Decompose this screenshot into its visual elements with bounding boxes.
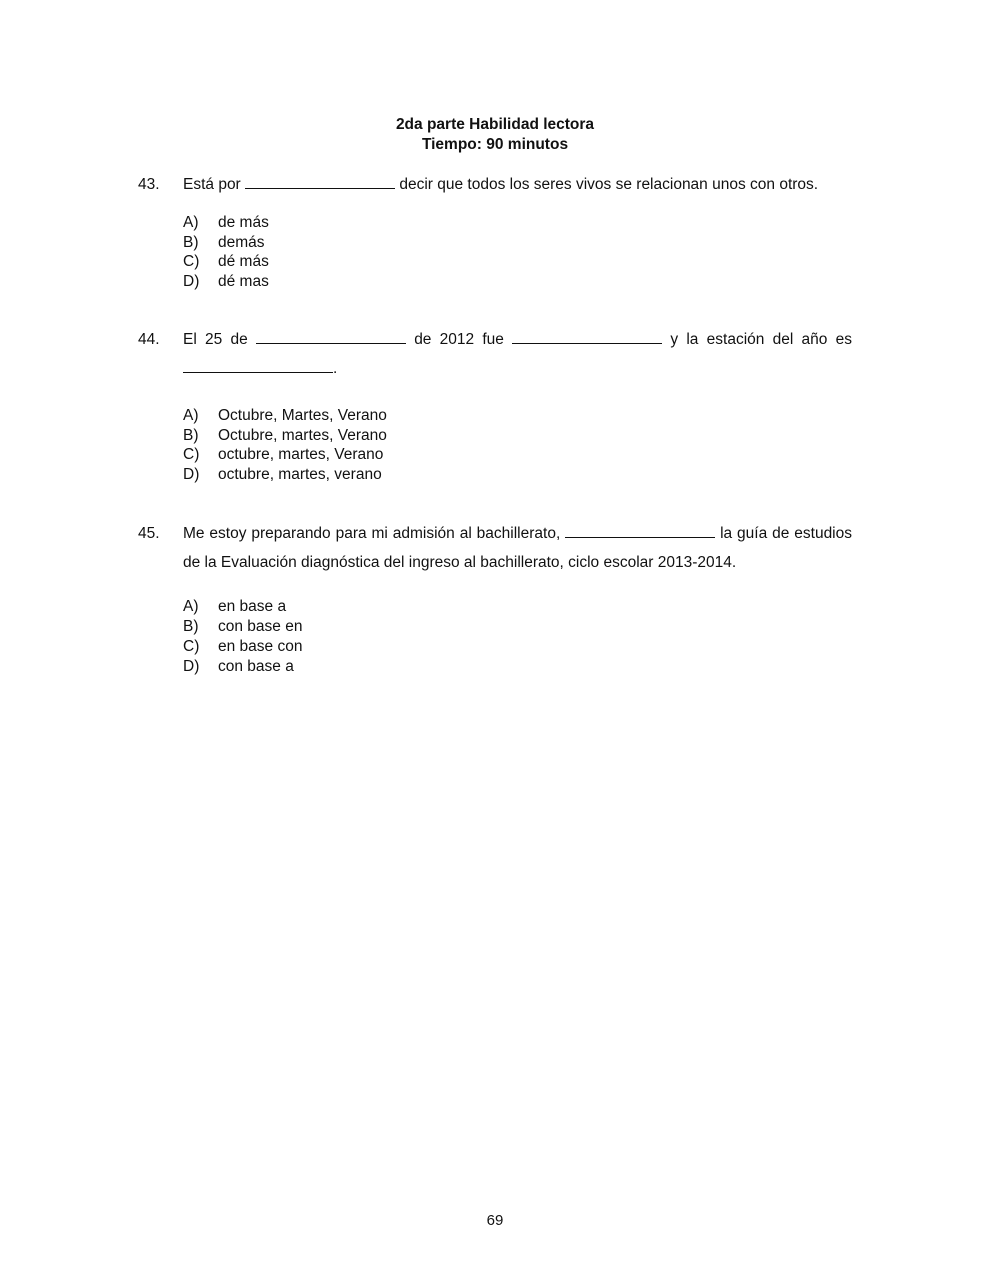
option-d: D) con base a — [183, 658, 294, 675]
option-c: C) dé más — [183, 253, 269, 270]
section-header — [0, 115, 990, 155]
option-d: D) dé mas — [183, 272, 269, 290]
question-44 — [138, 325, 852, 484]
option-d: D) octubre, martes, verano — [183, 465, 382, 483]
answer-blank — [256, 329, 406, 344]
question-number: 45. — [138, 525, 160, 542]
question-text: El 25 de de 2012 fue y la estación del año es . — [183, 331, 852, 377]
answer-blank — [183, 358, 333, 373]
question-number: 44. — [138, 331, 160, 348]
option-b: B) con base en — [183, 618, 303, 635]
option-c: C) en base con — [183, 638, 303, 655]
answer-options — [183, 213, 852, 291]
option-a: A) en base a — [183, 598, 287, 615]
answer-blank — [512, 329, 662, 344]
option-b: B) demás — [183, 233, 265, 251]
question-text: Está por decir que todos los seres vivos se relacionan unos con otros. — [183, 176, 819, 193]
question-45 — [138, 519, 852, 677]
question-number: 43. — [138, 176, 160, 193]
answer-options — [183, 597, 852, 677]
answer-blank — [565, 523, 715, 538]
answer-blank — [245, 174, 395, 189]
answer-options — [183, 406, 852, 484]
page-number: 69 — [486, 1212, 504, 1229]
question-text: Me estoy preparando para mi admisión al bachillerato, la guía de estudios de la Evaluación diagnóstica del ingreso al bachillerato, ciclo escolar 2013-2014. — [183, 525, 852, 571]
time-limit: Tiempo: 90 minutos — [421, 136, 569, 153]
option-b: B) Octubre, martes, Verano — [183, 426, 387, 444]
option-a: A) de más — [183, 214, 269, 231]
option-a: A) Octubre, Martes, Verano — [183, 407, 387, 424]
section-title: 2da parte Habilidad lectora — [395, 116, 595, 133]
option-c: C) octubre, martes, Verano — [183, 446, 384, 463]
question-43 — [138, 170, 852, 291]
